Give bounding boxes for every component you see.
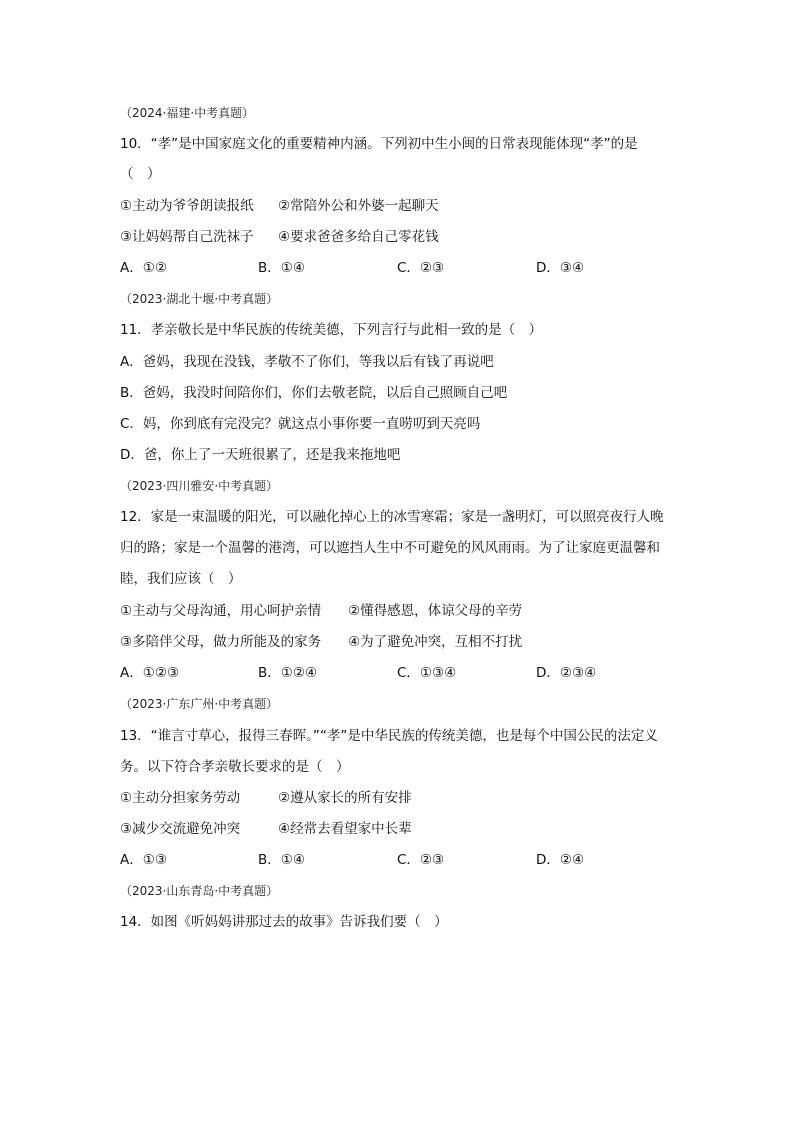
q11-option-d: D．爸，你上了一天班很累了，还是我来拖地吧 (120, 447, 401, 463)
q14-stem: 14．如图《听妈妈讲那过去的故事》告诉我们要（ ） (120, 914, 448, 930)
q12-item-4: ④为了避免冲突，互相不打扰 (348, 634, 523, 650)
q10-option-d: D．③④ (536, 260, 585, 276)
q11-option-c: C．妈，你到底有完没完？就这点小事你要一直唠叨到天亮吗 (120, 416, 481, 432)
q10-stem-line1: 10．“孝”是中国家庭文化的重要精神内涵。下列初中生小闽的日常表现能体现“孝”的是 (120, 136, 638, 152)
q10-item-2: ②常陪外公和外婆一起聊天 (278, 198, 439, 214)
q11-source: （2023·湖北十堰·中考真题） (120, 292, 279, 306)
q10-item-4: ④要求爸爸多给自己零花钱 (278, 229, 439, 245)
q12-source: （2023·四川雅安·中考真题） (120, 479, 279, 493)
q13-item-3: ③减少交流避免冲突 (120, 821, 241, 837)
q10-stem-line2: （ ） (120, 166, 161, 182)
q12-stem-line1: 12．家是一束温暖的阳光，可以融化掉心上的冰雪寒霜；家是一盏明灯，可以照亮夜行人晚 (120, 509, 664, 525)
q11-option-b: B．爸妈，我没时间陪你们，你们去敬老院，以后自己照顾自己吧 (120, 385, 508, 401)
q10-option-a: A．①② (120, 260, 167, 276)
q13-option-a: A．①③ (120, 852, 167, 868)
q13-item-4: ④经常去看望家中长辈 (278, 821, 412, 837)
q10-source: （2024·福建·中考真题） (120, 106, 255, 120)
q10-option-b: B．①④ (258, 260, 305, 276)
q13-option-b: B．①④ (258, 852, 305, 868)
q12-item-1: ①主动与父母沟通，用心呵护亲情 (120, 603, 322, 619)
q12-option-d: D．②③④ (536, 665, 597, 681)
q13-stem-line1: 13．“谁言寸草心，报得三春晖。”“孝”是中华民族的传统美德，也是每个中国公民的法定义 (120, 728, 658, 744)
q13-stem-line2: 务。以下符合孝亲敬长要求的是（ ） (120, 759, 350, 775)
q12-item-2: ②懂得感恩，体谅父母的辛劳 (348, 603, 523, 619)
q13-source: （2023·广东广州·中考真题） (120, 697, 279, 711)
q10-option-c: C．②③ (397, 260, 445, 276)
q12-item-3: ③多陪伴父母，做力所能及的家务 (120, 634, 322, 650)
q12-stem-line3: 睦，我们应该（ ） (120, 571, 242, 587)
q12-stem-line2: 归的路；家是一个温馨的港湾，可以遮挡人生中不可避免的风风雨雨。为了让家庭更温馨和 (120, 540, 660, 556)
q13-option-d: D．②④ (536, 852, 585, 868)
q12-option-c: C．①③④ (397, 665, 457, 681)
q11-option-a: A．爸妈，我现在没钱，孝敬不了你们，等我以后有钱了再说吧 (120, 354, 494, 370)
q12-option-a: A．①②③ (120, 665, 180, 681)
q13-option-c: C．②③ (397, 852, 445, 868)
q10-item-3: ③让妈妈帮自己洗袜子 (120, 229, 254, 245)
q12-option-b: B．①②④ (258, 665, 318, 681)
q13-item-2: ②遵从家长的所有安排 (278, 790, 412, 806)
q13-item-1: ①主动分担家务劳动 (120, 790, 241, 806)
q11-stem: 11．孝亲敬长是中华民族的传统美德，下列言行与此相一致的是（ ） (120, 322, 543, 338)
q10-item-1: ①主动为爷爷朗读报纸 (120, 198, 254, 214)
q14-source: （2023·山东青岛·中考真题） (120, 884, 279, 898)
